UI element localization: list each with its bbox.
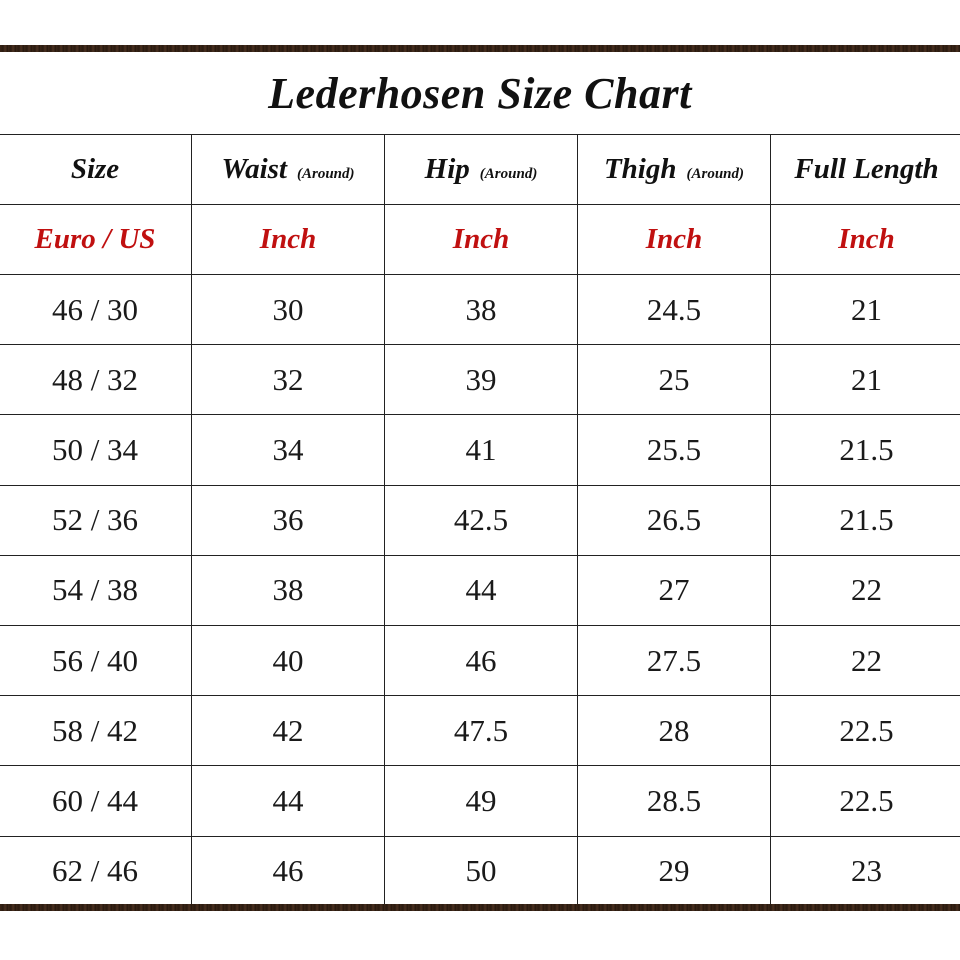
header-label: Waist bbox=[221, 153, 287, 185]
table-cell: 27.5 bbox=[578, 625, 771, 695]
table-cell: 46 bbox=[385, 625, 578, 695]
table-cell: 25 bbox=[578, 345, 771, 415]
header-sub-label: (Around) bbox=[686, 166, 745, 182]
table-cell: 34 bbox=[192, 415, 385, 485]
table-cell: 42.5 bbox=[385, 485, 578, 555]
header-cell-full-length bbox=[771, 135, 960, 205]
table-cell: 36 bbox=[192, 485, 385, 555]
header-cell-thigh bbox=[578, 135, 771, 205]
units-row bbox=[0, 205, 960, 275]
table-cell: 46 bbox=[192, 836, 385, 906]
table-cell: 50 bbox=[385, 836, 578, 906]
table-cell: 25.5 bbox=[578, 415, 771, 485]
table-cell: 46 / 30 bbox=[0, 275, 192, 345]
table-cell: 22.5 bbox=[771, 766, 960, 836]
table-cell: 22.5 bbox=[771, 696, 960, 766]
table-cell: 21.5 bbox=[771, 415, 960, 485]
table-cell: 58 / 42 bbox=[0, 696, 192, 766]
header-label: Full Length bbox=[794, 153, 939, 185]
header-label: Hip bbox=[424, 153, 470, 185]
table-cell: 54 / 38 bbox=[0, 555, 192, 625]
table-row bbox=[0, 345, 960, 415]
table-row bbox=[0, 766, 960, 836]
table-cell: 48 / 32 bbox=[0, 345, 192, 415]
table-cell: 38 bbox=[192, 555, 385, 625]
table-cell: 44 bbox=[192, 766, 385, 836]
table-cell: 28 bbox=[578, 696, 771, 766]
table-cell: 41 bbox=[385, 415, 578, 485]
header-cell-hip bbox=[385, 135, 578, 205]
table-cell: 39 bbox=[385, 345, 578, 415]
header-cell-size bbox=[0, 135, 192, 205]
table-cell: 23 bbox=[771, 836, 960, 906]
table-cell: 27 bbox=[578, 555, 771, 625]
table-cell: 32 bbox=[192, 345, 385, 415]
table-cell: 21.5 bbox=[771, 485, 960, 555]
table-row bbox=[0, 555, 960, 625]
header-row bbox=[0, 135, 960, 205]
table-cell: 38 bbox=[385, 275, 578, 345]
table-cell: 30 bbox=[192, 275, 385, 345]
table-cell: 29 bbox=[578, 836, 771, 906]
table-cell: 24.5 bbox=[578, 275, 771, 345]
table-cell: 28.5 bbox=[578, 766, 771, 836]
table-row bbox=[0, 625, 960, 695]
table-row bbox=[0, 836, 960, 906]
header-sub-label: (Around) bbox=[297, 166, 355, 182]
top-border-band bbox=[0, 45, 960, 52]
table-cell: 22 bbox=[771, 625, 960, 695]
table-cell: 50 / 34 bbox=[0, 415, 192, 485]
header-cell-waist bbox=[192, 135, 385, 205]
unit-cell: Inch bbox=[578, 205, 771, 275]
header-label: Size bbox=[70, 153, 120, 185]
table-row bbox=[0, 415, 960, 485]
table-cell: 52 / 36 bbox=[0, 485, 192, 555]
bottom-border-band bbox=[0, 904, 960, 911]
table-cell: 21 bbox=[771, 345, 960, 415]
table-row bbox=[0, 485, 960, 555]
table-cell: 26.5 bbox=[578, 485, 771, 555]
size-chart-sheet bbox=[0, 52, 960, 904]
table-cell: 44 bbox=[385, 555, 578, 625]
table-cell: 40 bbox=[192, 625, 385, 695]
table-cell: 22 bbox=[771, 555, 960, 625]
unit-cell: Inch bbox=[771, 205, 960, 275]
table-cell: 56 / 40 bbox=[0, 625, 192, 695]
table-cell: 42 bbox=[192, 696, 385, 766]
table-cell: 21 bbox=[771, 275, 960, 345]
table-row bbox=[0, 696, 960, 766]
table-cell: 47.5 bbox=[385, 696, 578, 766]
table-cell: 60 / 44 bbox=[0, 766, 192, 836]
unit-cell: Inch bbox=[192, 205, 385, 275]
header-label: Thigh bbox=[603, 153, 677, 185]
table-cell: 49 bbox=[385, 766, 578, 836]
header-sub-label: (Around) bbox=[479, 166, 538, 182]
size-table bbox=[0, 134, 960, 907]
table-row bbox=[0, 275, 960, 345]
unit-cell: Euro / US bbox=[0, 205, 192, 275]
chart-title: Lederhosen Size Chart bbox=[268, 68, 692, 118]
table-cell: 62 / 46 bbox=[0, 836, 192, 906]
unit-cell: Inch bbox=[385, 205, 578, 275]
